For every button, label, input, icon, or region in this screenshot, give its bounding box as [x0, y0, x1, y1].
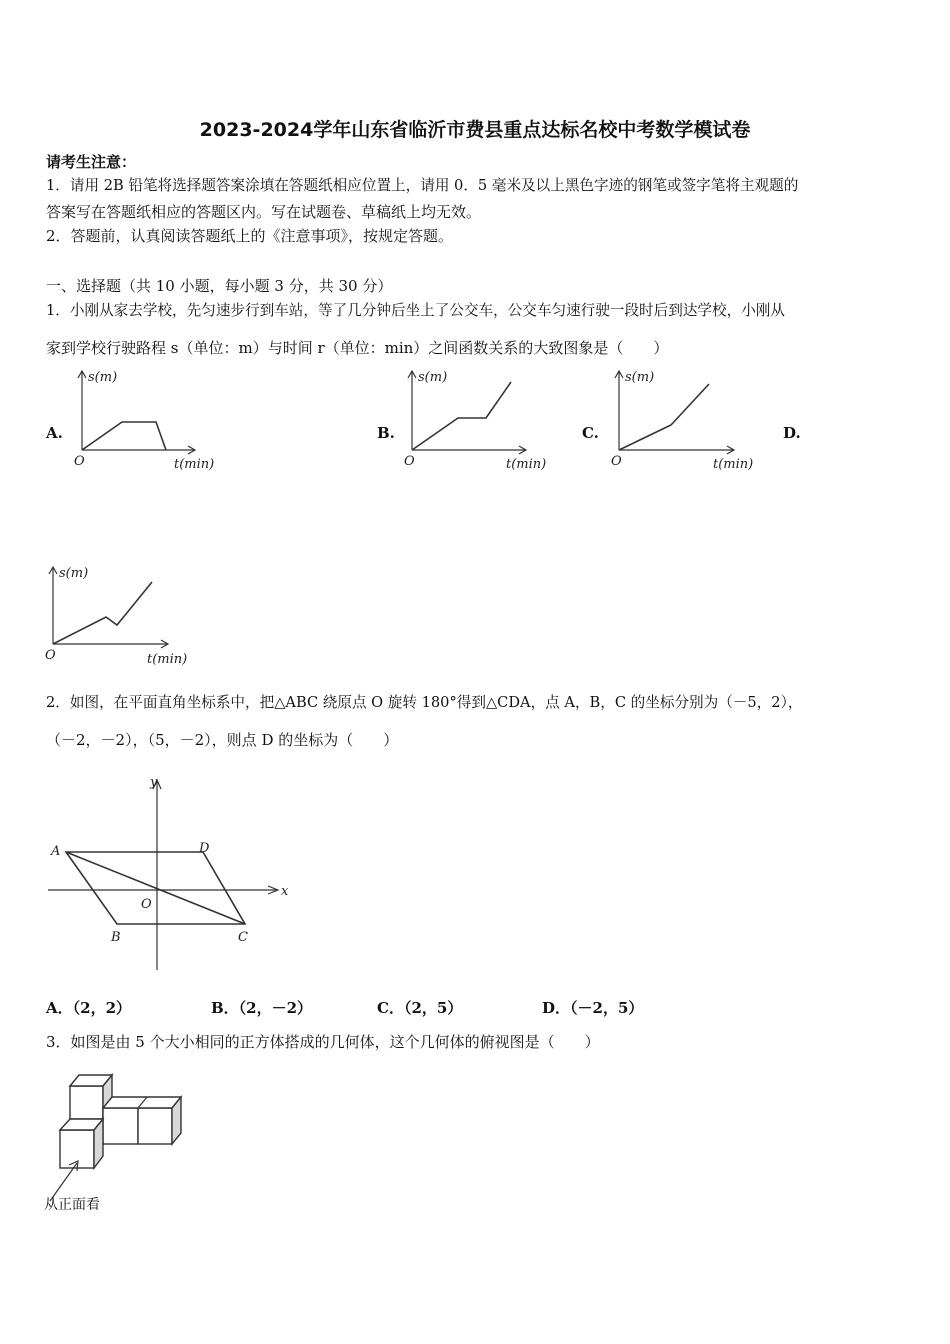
- q2-option-d[interactable]: D．（－2，5）: [542, 999, 644, 1017]
- label-o: O: [141, 897, 152, 912]
- label-c: C: [238, 930, 248, 945]
- graph-b-origin: O: [404, 454, 415, 469]
- graph-c-origin: O: [611, 454, 622, 469]
- q2-option-b[interactable]: B．（2，－2）: [211, 999, 313, 1017]
- notice-heading: 请考生注意：: [46, 153, 137, 171]
- q1-option-c-label[interactable]: C.: [582, 424, 599, 442]
- page-title: 2023-2024学年山东省临沂市费县重点达标名校中考数学模试卷: [199, 119, 751, 141]
- notice-line-2: 2．答题前，认真阅读答题纸上的《注意事项》，按规定答题。: [46, 227, 454, 245]
- q2-coordinate-figure: [44, 772, 294, 974]
- q1-option-d-label[interactable]: D.: [783, 424, 801, 442]
- label-x: x: [281, 884, 289, 899]
- q1-option-a-label[interactable]: A.: [46, 424, 63, 442]
- section-heading: 一、选择题（共 10 小题，每小题 3 分，共 30 分）: [46, 277, 393, 295]
- graph-a-origin: O: [74, 454, 85, 469]
- q3-line-1: 3．如图是由 5 个大小相同的正方体搭成的几何体，这个几何体的俯视图是（ ）: [46, 1033, 600, 1051]
- q1-option-b-label[interactable]: B.: [377, 424, 395, 442]
- graph-a-ylabel: s(m): [88, 370, 118, 385]
- label-a: A: [51, 844, 61, 859]
- q2-option-a[interactable]: A．（2，2）: [46, 999, 132, 1017]
- q3-cube-figure: [44, 1060, 189, 1220]
- q1-line-1: 1．小刚从家去学校，先匀速步行到车站，等了几分钟后坐上了公交车，公交车匀速行驶一段时后到达学校，小刚从: [46, 302, 785, 319]
- graph-c-xlabel: t(min): [713, 457, 754, 472]
- q1-graph-c[interactable]: [607, 366, 767, 476]
- graph-d-origin: O: [45, 648, 56, 663]
- notice-line-1a: 1．请用 2B 铅笔将选择题答案涂填在答题纸相应位置上，请用 0．5 毫米及以上黑色字迹的钢笔或签字笔将主观题的: [46, 177, 799, 194]
- q1-graph-d[interactable]: [41, 562, 201, 672]
- q1-line-2: 家到学校行驶路程 s（单位：m）与时间 r（单位：min）之间函数关系的大致图象是（ ）: [46, 339, 669, 357]
- q1-graph-b[interactable]: [400, 366, 560, 476]
- label-d: D: [199, 841, 210, 856]
- graph-d-xlabel: t(min): [147, 652, 188, 667]
- q1-graph-a[interactable]: [70, 366, 230, 476]
- q3-view-caption: 从正面看: [44, 1197, 100, 1213]
- graph-c-ylabel: s(m): [625, 370, 655, 385]
- graph-a-xlabel: t(min): [174, 457, 215, 472]
- graph-b-xlabel: t(min): [506, 457, 547, 472]
- q2-option-c[interactable]: C．（2，5）: [377, 999, 463, 1017]
- graph-d-ylabel: s(m): [59, 566, 89, 581]
- label-b: B: [111, 930, 121, 945]
- q2-line-2: （－2，－2），（5，－2），则点 D 的坐标为（ ）: [46, 731, 399, 749]
- q2-line-1: 2．如图，在平面直角坐标系中，把△ABC 绕原点 O 旋转 180°得到△CDA，点 A，B，C 的坐标分别为（－5，2），: [46, 694, 803, 711]
- notice-line-1b: 答案写在答题纸相应的答题区内。写在试题卷、草稿纸上均无效。: [46, 203, 482, 221]
- label-y: y: [150, 775, 158, 790]
- graph-b-ylabel: s(m): [418, 370, 448, 385]
